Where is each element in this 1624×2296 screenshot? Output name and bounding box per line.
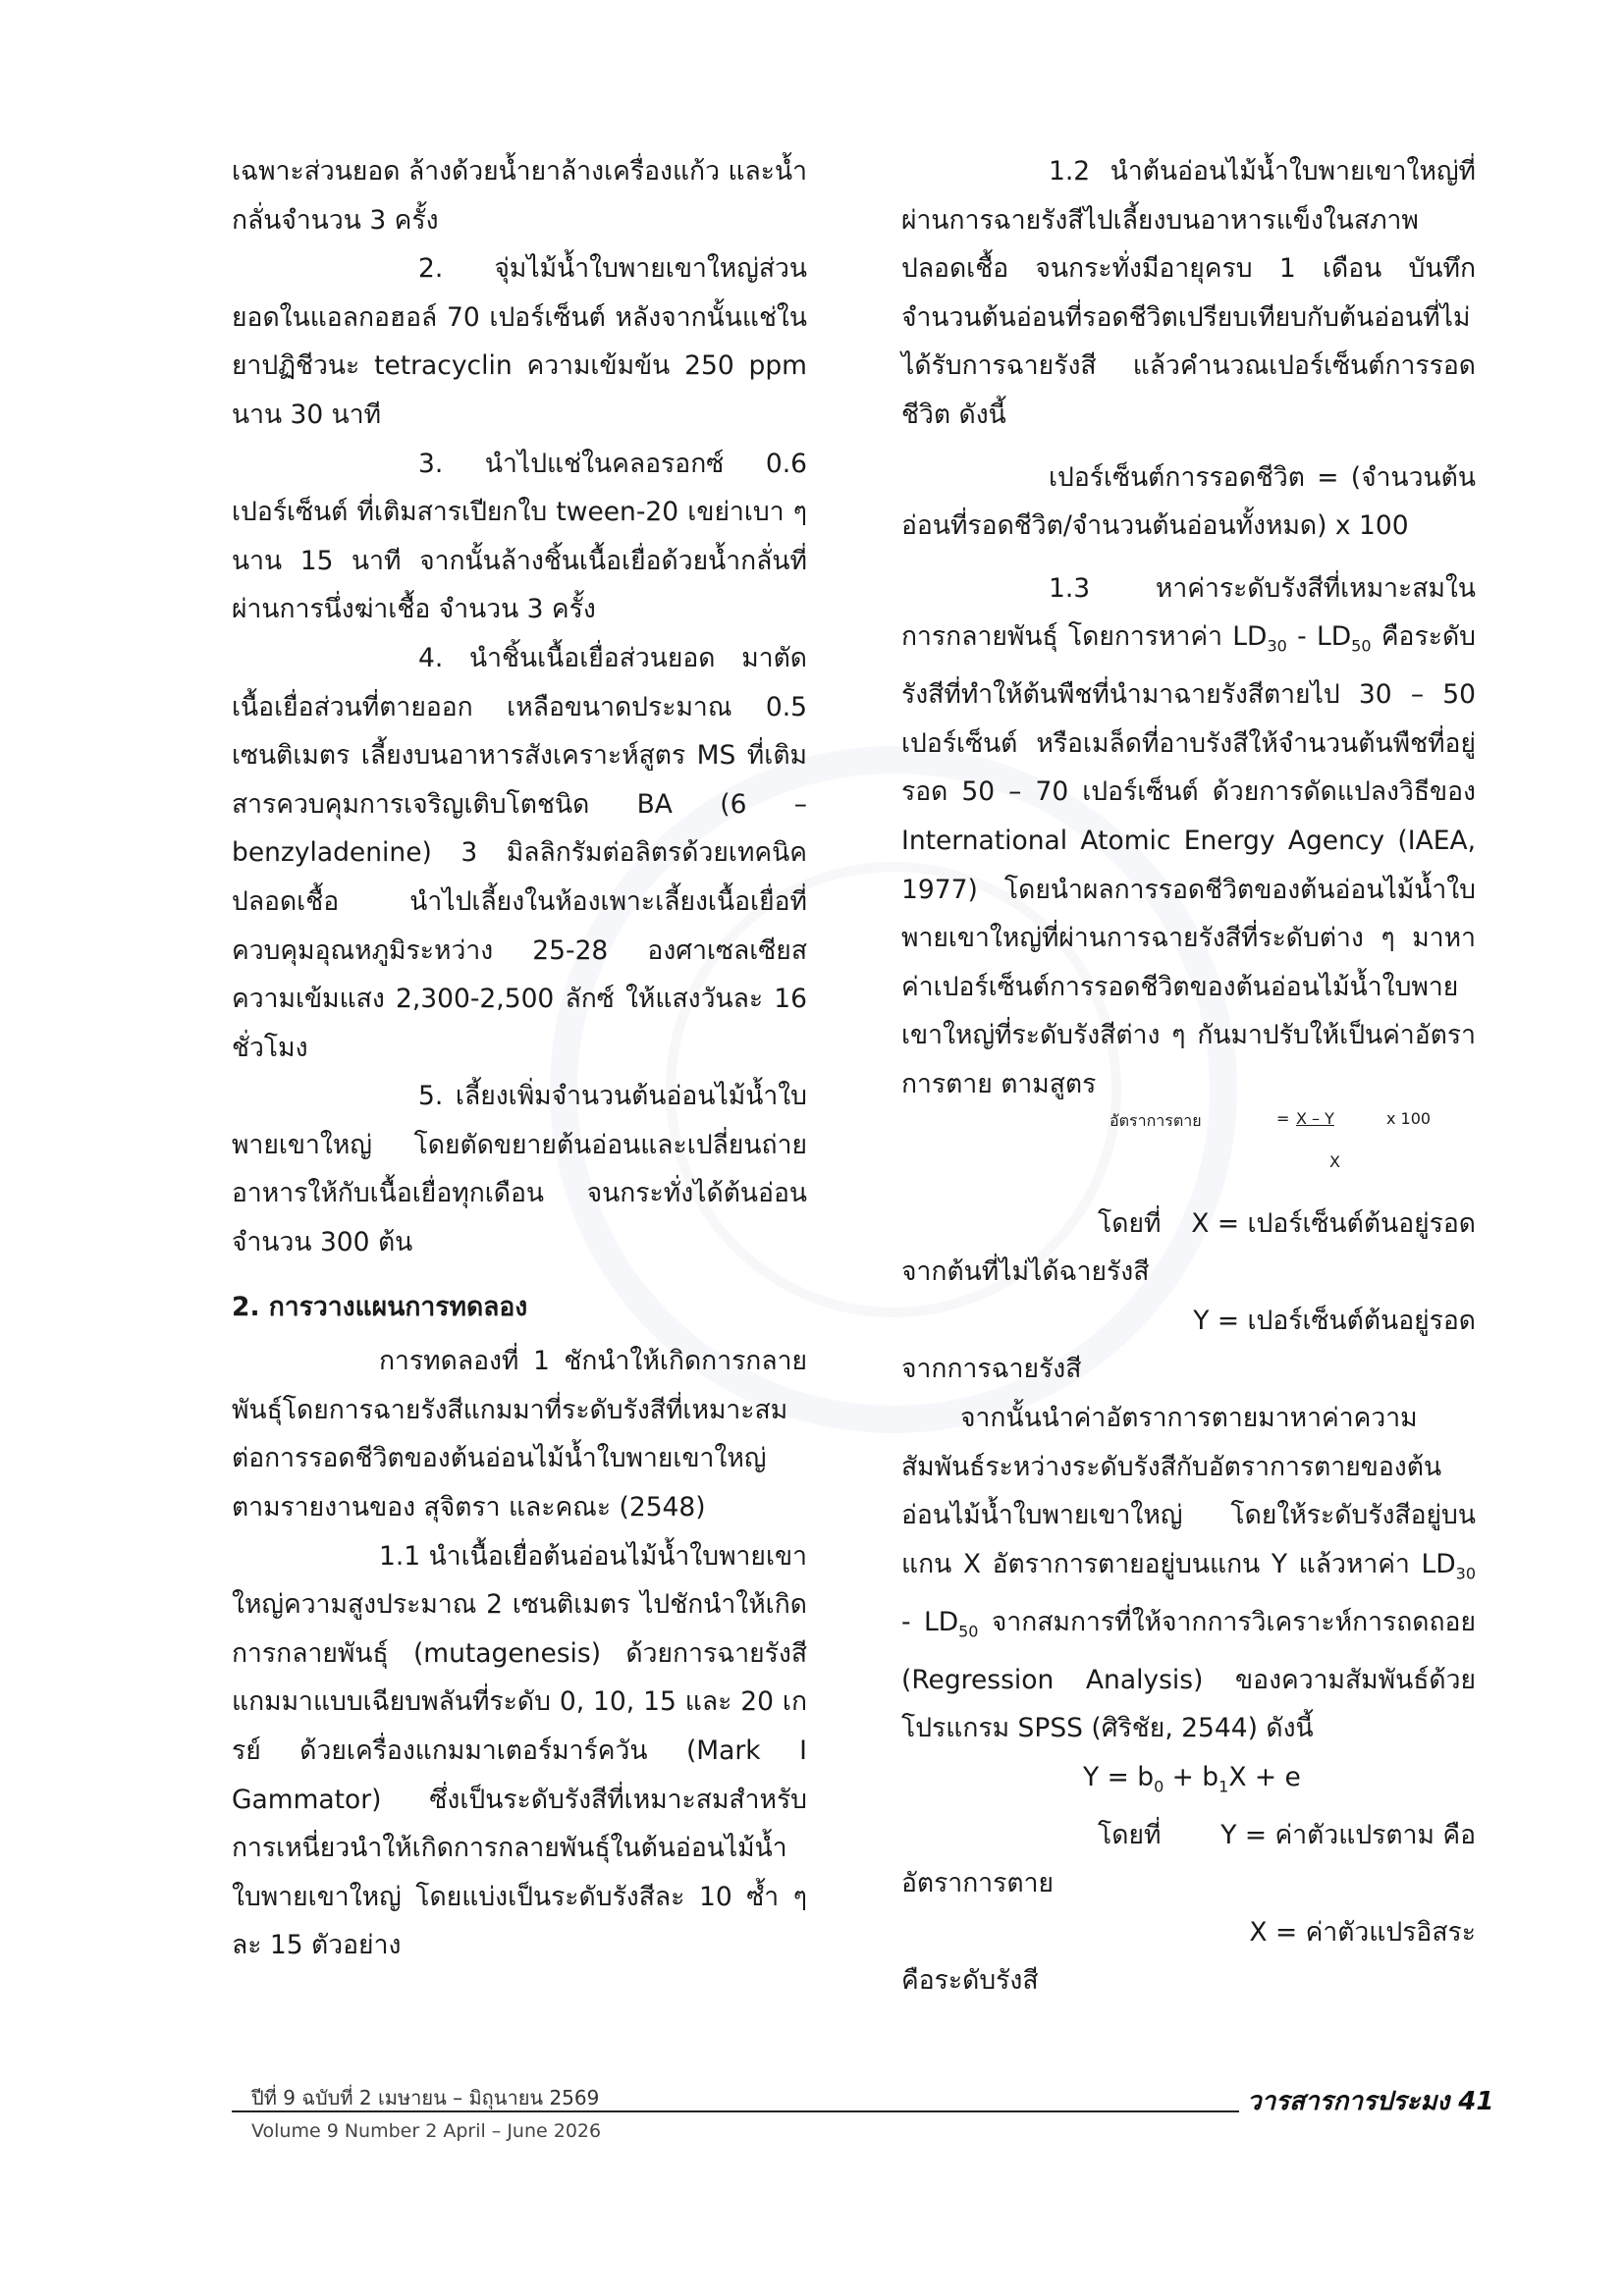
left-column <box>232 147 807 1970</box>
paragraph: การทดลองที่ 1 ชักนำให้เกิดการกลายพันธุ์โดยการฉายรังสีแกมมาที่ระดับรังสีที่เหมาะสมต่อการรอดชีวิตของต้นอ่อนไม้น้ำใบพายเขาใหญ่ตามรายงานของ สุจิตรา และคณะ (2548) <box>232 1346 807 1523</box>
paragraph: 5. เลี้ยงเพิ่มจำนวนต้นอ่อนไม้น้ำใบพายเขาใหญ่ โดยตัดขยายต้นอ่อนและเปลี่ยนถ่ายอาหารให้กับเนื้อเยื่อทุกเดือน จนกระทั่งได้ต้นอ่อนจำนวน 300 ต้น <box>232 1081 807 1258</box>
text-span: จากนั้นนำค่าอัตราการตายมาหาค่าความสัมพันธ์ระหว่างระดับรังสีกับอัตราการตายของต้นอ่อนไม้น้ำใบพายเขาใหญ่ โดยให้ระดับรังสีอยู่บนแกน X อัตราการตายอยู่บนแกน Y แล้วหาค่า LD <box>901 1402 1476 1579</box>
definition-continuation: คือระดับรังสี <box>901 1965 1039 1997</box>
mortality-formula <box>901 1109 1476 1200</box>
text-span: - LD <box>1286 621 1352 653</box>
subscript: 50 <box>1351 636 1372 656</box>
formula-numerator: X – Y <box>1296 1108 1334 1128</box>
subscript: 50 <box>958 1621 979 1640</box>
definition-text: X = ค่าตัวแปรอิสระ <box>1249 1916 1476 1948</box>
formula-multiplier: x 100 <box>1386 1108 1432 1128</box>
definition-continuation: อัตราการตาย <box>901 1868 1055 1899</box>
survival-formula: เปอร์เซ็นต์การรอดชีวิต = (จำนวนต้นอ่อนที่รอดชีวิต/จำนวนต้นอ่อนทั้งหมด) x 100 <box>901 461 1476 542</box>
paragraph: 4. นำชิ้นเนื้อเยื่อส่วนยอด มาตัดเนื้อเยื่อส่วนที่ตายออก เหลือขนาดประมาณ 0.5 เซนติเมตร เลี้ยงบนอาหารสังเคราะห์สูตร MS ที่เติมสารควบคุมการเจริญเติบโตชนิด BA (6 – benzyladenine) 3 มิลลิกรัมต่อลิตรด้วยเทคนิคปลอดเชื้อ นำไปเลี้ยงในห้องเพาะเลี้ยงเนื้อเยื่อที่ควบคุมอุณหภูมิระหว่าง 25-28 องศาเซลเซียส ความเข้มแสง 2,300-2,500 ลักซ์ ให้แสงวันละ 16 ชั่วโมง <box>232 642 807 1063</box>
definition-text: Y = เปอร์เซ็นต์ต้นอยู่รอด <box>1193 1305 1476 1336</box>
where-label: โดยที่ <box>1098 1819 1162 1850</box>
footer-journal-page: วารสารการประมง 41 <box>1239 2081 1493 2121</box>
paragraph: เฉพาะส่วนยอด ล้างด้วยน้ำยาล้างเครื่องแก้ว และน้ำกลั่นจำนวน 3 ครั้ง <box>232 156 807 236</box>
subscript: 0 <box>1154 1777 1164 1795</box>
section-heading: 2. การวางแผนการทดลอง <box>232 1291 528 1322</box>
footer-issue-english: Volume 9 Number 2 April – June 2026 <box>251 2120 602 2142</box>
formula-equals: = <box>1276 1108 1290 1128</box>
formula-label: อัตราการตาย <box>1110 1110 1202 1130</box>
definition-continuation: จากการฉายรังสี <box>901 1354 1082 1385</box>
where-label: โดยที่ <box>1098 1207 1162 1239</box>
definition-continuation: จากต้นที่ไม่ได้ฉายรังสี <box>901 1256 1150 1288</box>
definition-text: Y = ค่าตัวแปรตาม คือ <box>1220 1819 1476 1850</box>
right-column <box>901 147 1476 2005</box>
text-span: X + e <box>1228 1761 1301 1792</box>
subscript: 1 <box>1218 1777 1229 1795</box>
formula-denominator: X <box>1329 1151 1340 1171</box>
text-span: จากสมการที่ให้จากการวิเคราะห์การถดถอย (Regression Analysis) ของความสัมพันธ์ด้วยโปรแกรม SPSS (ศิริชัย, 2544) ดังนี้ <box>901 1606 1476 1744</box>
paragraph <box>901 1394 1476 1753</box>
text-span: 1.3 หาค่าระดับรังสีที่เหมาะสมในการกลายพันธุ์ โดยการหาค่า LD <box>901 572 1476 653</box>
subscript: 30 <box>1455 1564 1476 1583</box>
regression-equation <box>901 1753 1476 1811</box>
paragraph: 1.2 นำต้นอ่อนไม้น้ำใบพายเขาใหญ่ที่ผ่านการฉายรังสีไปเลี้ยงบนอาหารแข็งในสภาพปลอดเชื้อ จนกระทั่งมีอายุครบ 1 เดือน บันทึกจำนวนต้นอ่อนที่รอดชีวิตเปรียบเทียบกับต้นอ่อนที่ไม่ได้รับการฉายรังสี แล้วคำนวณเปอร์เซ็นต์การรอดชีวิต ดังนี้ <box>901 156 1476 430</box>
subscript: 30 <box>1267 636 1287 656</box>
text-span: - LD <box>901 1606 959 1637</box>
paragraph <box>901 564 1476 1109</box>
definition-text: X = เปอร์เซ็นต์ต้นอยู่รอด <box>1191 1207 1476 1239</box>
text-span: คือระดับรังสีที่ทำให้ต้นพืชที่นำมาฉายรังสีตายไป 30 – 50 เปอร์เซ็นต์ หรือเมล็ดที่อาบรังสีให้จำนวนต้นพืชที่อยู่รอด 50 – 70 เปอร์เซ็นต์ ด้วยการดัดแปลงวิธีของ International Atomic Energy Agency (IAEA, 1977) โดยนำผลการรอดชีวิตของต้นอ่อนไม้น้ำใบพายเขาใหญ่ที่ผ่านการฉายรังสีที่ระดับต่าง ๆ มาหาค่าเปอร์เซ็นต์การรอดชีวิตของต้นอ่อนไม้น้ำใบพายเขาใหญ่ที่ระดับรังสีต่าง ๆ กันมาปรับให้เป็นค่าอัตราการตาย ตามสูตร <box>901 621 1476 1099</box>
paragraph: 2. จุ่มไม้น้ำใบพายเขาใหญ่ส่วนยอดในแอลกอฮอล์ 70 เปอร์เซ็นต์ หลังจากนั้นแช่ในยาปฏิชีวนะ tetracyclin ความเข้มข้น 250 ppm นาน 30 นาที <box>232 253 807 430</box>
paragraph: 3. นำไปแช่ในคลอรอกซ์ 0.6 เปอร์เซ็นต์ ที่เติมสารเปียกใบ tween-20 เขย่าเบา ๆ นาน 15 นาที จากนั้นล้างชิ้นเนื้อเยื่อด้วยน้ำกลั่นที่ผ่านการนึ่งฆ่าเชื้อ จำนวน 3 ครั้ง <box>232 448 807 625</box>
footer-issue-thai: ปีที่ 9 ฉบับที่ 2 เมษายน – มิถุนายน 2569 <box>251 2086 600 2109</box>
definition-row <box>901 1200 1476 1249</box>
paragraph: 1.1 นำเนื้อเยื่อต้นอ่อนไม้น้ำใบพายเขาใหญ่ความสูงประมาณ 2 เซนติเมตร ไปชักนำให้เกิดการกลายพันธุ์ (mutagenesis) ด้วยการฉายรังสีแกมมาแบบเฉียบพลันที่ระดับ 0, 10, 15 และ 20 เกรย์ ด้วยเครื่องแกมมาเตอร์มาร์ควัน (Mark I Gammator) ซึ่งเป็นระดับรังสีที่เหมาะสมสำหรับการเหนี่ยวนำให้เกิดการกลายพันธุ์ในต้นอ่อนไม้น้ำใบพายเขาใหญ่ โดยแบ่งเป็นระดับรังสีละ 10 ซ้ำ ๆ ละ 15 ตัวอย่าง <box>232 1540 807 1961</box>
text-span: + b <box>1164 1761 1219 1792</box>
definition-row <box>901 1811 1476 1860</box>
text-span: Y = b <box>1083 1761 1155 1792</box>
